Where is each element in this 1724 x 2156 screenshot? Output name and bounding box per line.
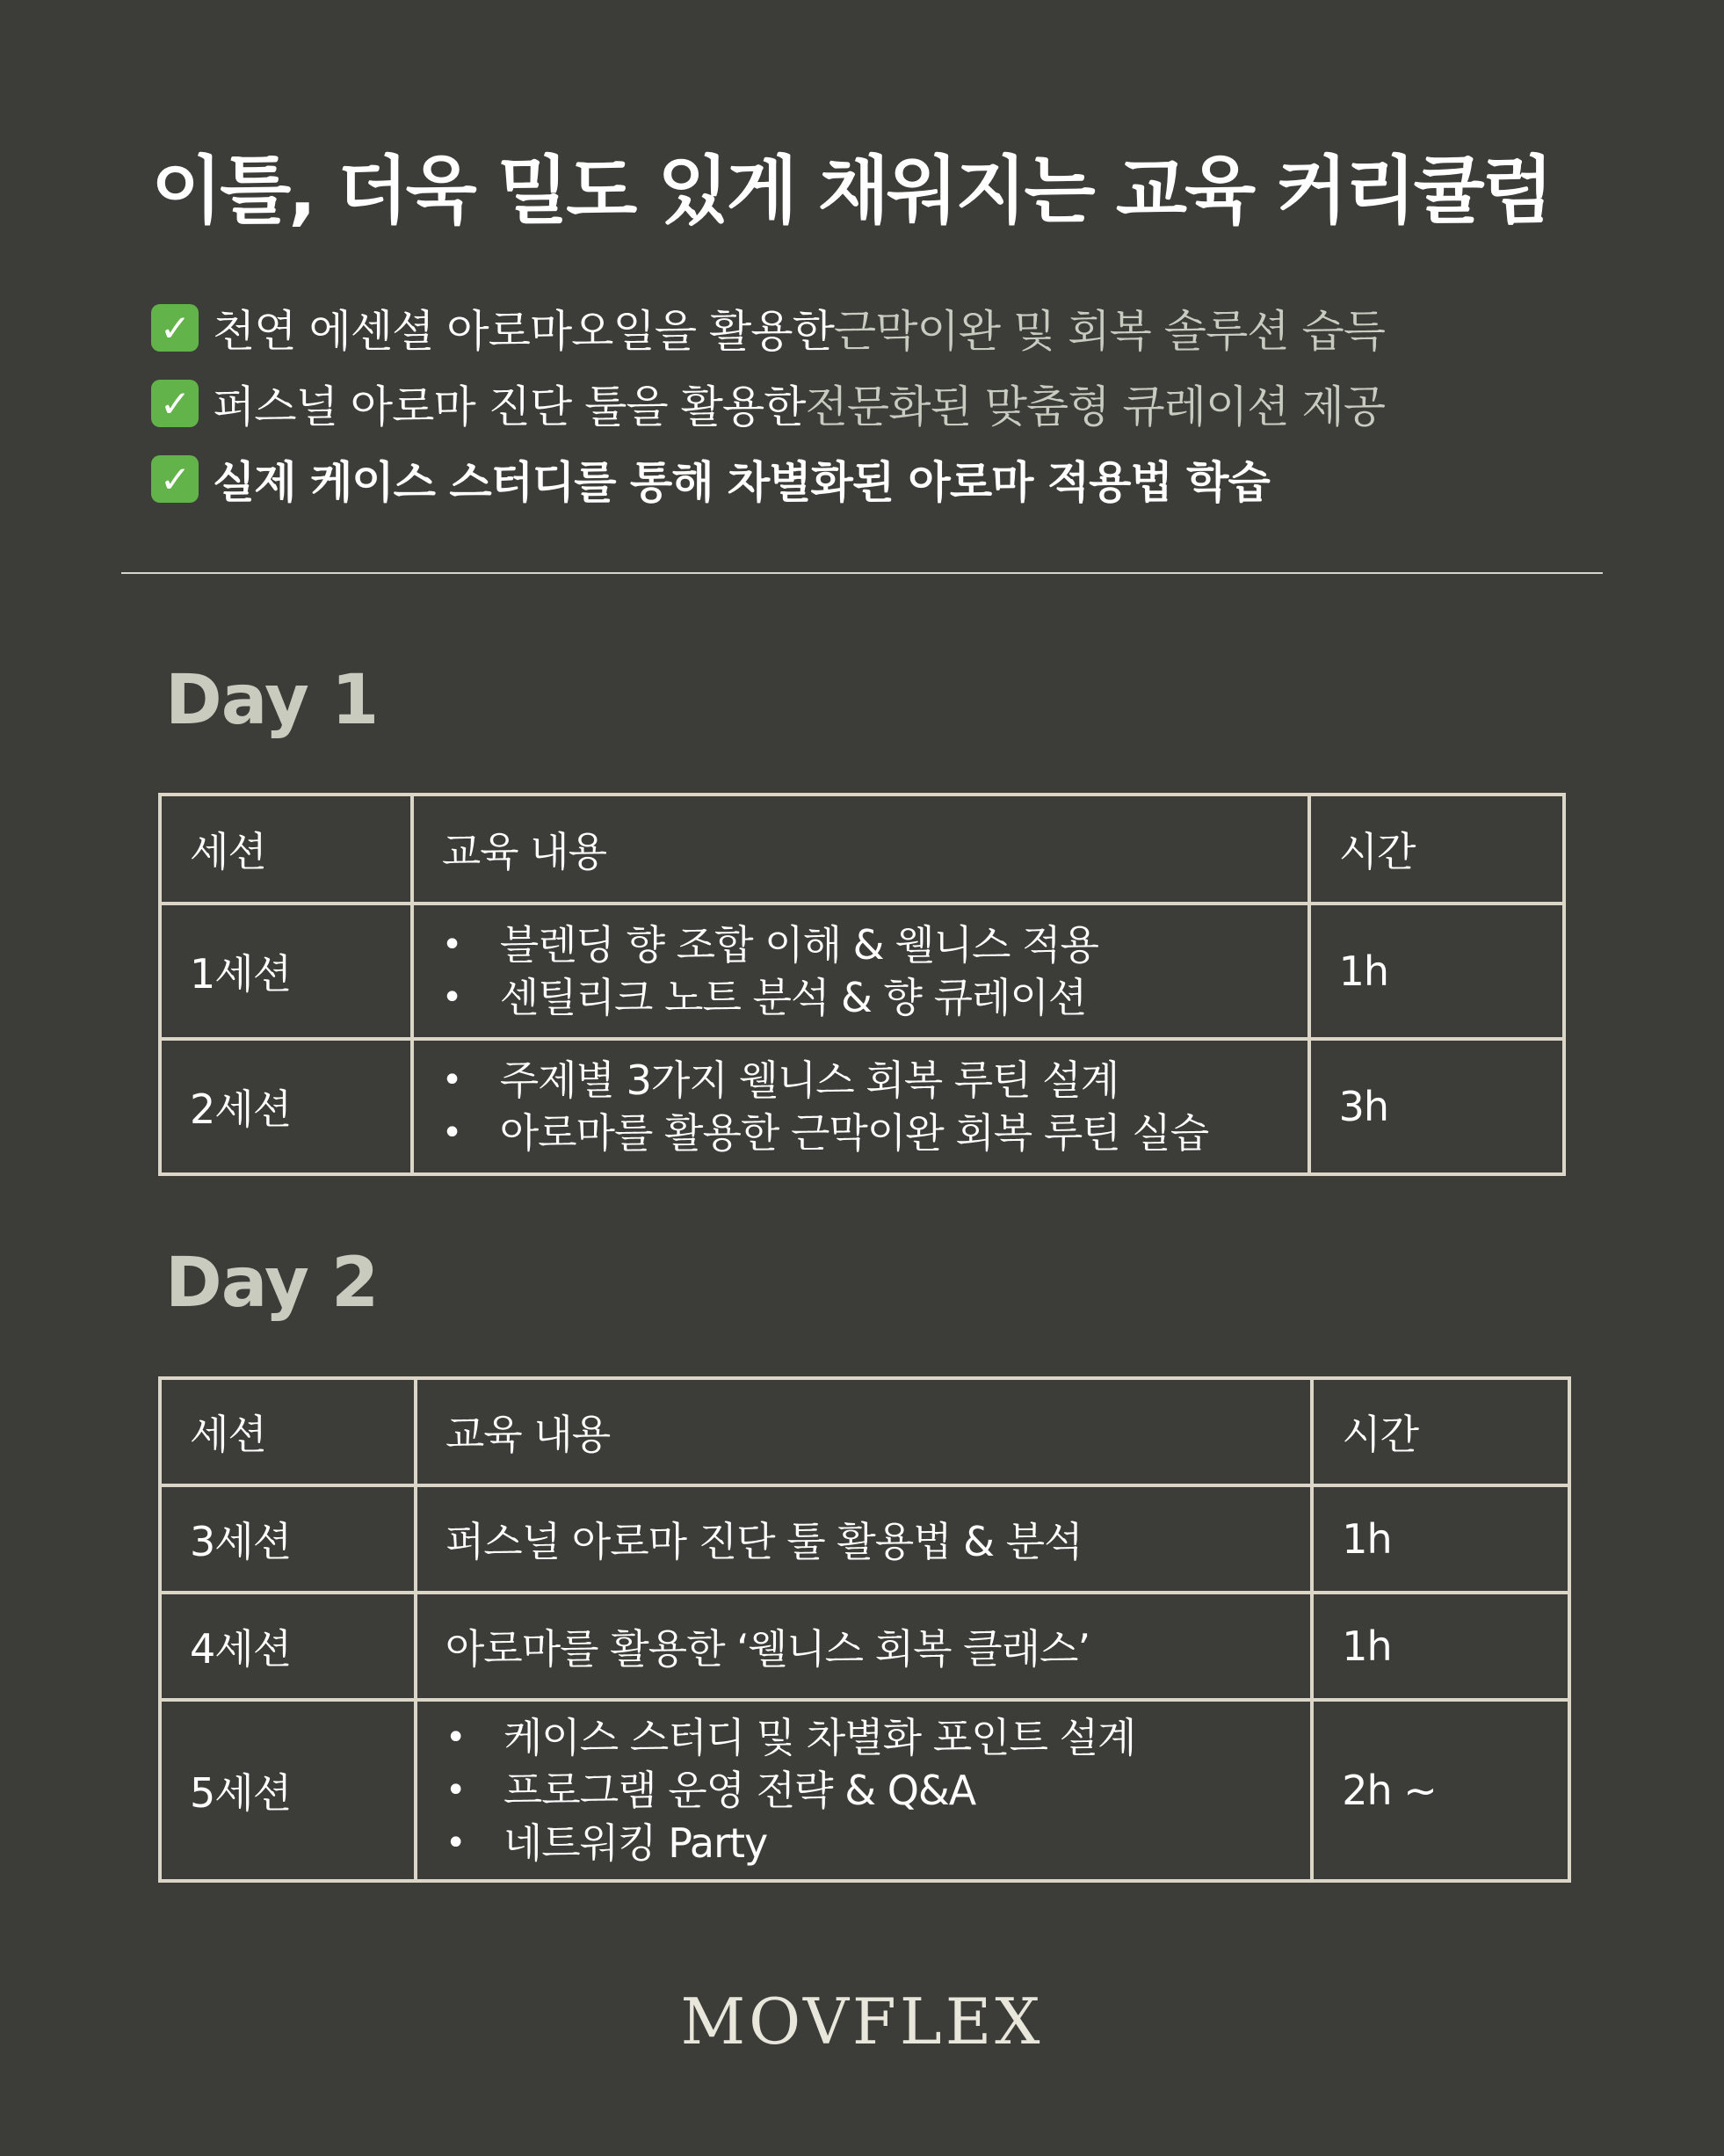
list-item: • 아로마를 활용한 근막이완 회복 루틴 실습 [442, 1107, 1307, 1159]
list-item: • 블렌딩 향 조합 이해 & 웰니스 적용 [442, 918, 1307, 971]
highlight-text: 천연 에센셜 아로마오일을 활용한 [213, 306, 834, 357]
content-cell: 퍼스널 아로마 진단 툴 활용법 & 분석 [416, 1485, 1312, 1593]
content-cell: 아로마를 활용한 ‘웰니스 회복 클래스’ [416, 1593, 1312, 1700]
highlight-list [151, 290, 1385, 517]
brand-logo: MOVFLEX [680, 1985, 1044, 2058]
time-cell: 3h [1309, 1039, 1564, 1174]
table-row [160, 1593, 1569, 1700]
time-cell: 1h [1312, 1593, 1569, 1700]
content-list [442, 1054, 1307, 1159]
table-row [160, 1700, 1569, 1881]
list-item: • 주제별 3가지 웰니스 회복 루틴 설계 [442, 1054, 1307, 1107]
day-2-schedule-table [158, 1376, 1571, 1883]
table-row [160, 904, 1564, 1039]
list-item: • 케이스 스터디 및 차별화 포인트 설계 [445, 1711, 1310, 1764]
content-cell [412, 1039, 1309, 1174]
highlight-text: 퍼스널 아로마 진단 툴을 활용한 [213, 381, 806, 432]
table-row [160, 1485, 1569, 1593]
time-cell: 1h [1309, 904, 1564, 1039]
table-row [160, 1039, 1564, 1174]
list-item: • 프로그램 운영 전략 & Q&A [445, 1764, 1310, 1817]
highlight-emphasis: 근막이완 및 회복 솔루션 습득 [833, 306, 1386, 357]
highlight-item [151, 366, 1385, 441]
check-mark-button-icon: ✓ [151, 380, 199, 427]
header-time: 시간 [1309, 795, 1564, 904]
header-session: 세션 [160, 1378, 416, 1485]
list-item: • 센틸리크 노트 분석 & 향 큐레이션 [442, 971, 1307, 1024]
day-1-heading: Day 1 [165, 661, 379, 740]
table-header-row [160, 1378, 1569, 1485]
header-time: 시간 [1312, 1378, 1569, 1485]
list-item: • 네트워킹 Party [445, 1817, 1310, 1869]
content-list [445, 1711, 1310, 1869]
content-cell [412, 904, 1309, 1039]
content-cell [416, 1700, 1312, 1881]
highlight-item [151, 441, 1385, 517]
header-content: 교육 내용 [412, 795, 1309, 904]
check-mark-button-icon: ✓ [151, 304, 199, 352]
day-2-heading: Day 2 [165, 1244, 379, 1323]
header-session: 세션 [160, 795, 412, 904]
session-cell: 2세션 [160, 1039, 412, 1174]
content-list [442, 918, 1307, 1024]
session-cell: 3세션 [160, 1485, 416, 1593]
highlight-emphasis: 전문화된 맞춤형 큐레이션 제공 [805, 381, 1386, 432]
session-cell: 5세션 [160, 1700, 416, 1881]
session-cell: 1세션 [160, 904, 412, 1039]
check-mark-button-icon: ✓ [151, 455, 199, 503]
page-title: 이틀, 더욱 밀도 있게 채워지는 교육 커리큘럼 [151, 148, 1551, 234]
time-cell: 1h [1312, 1485, 1569, 1593]
table-header-row [160, 795, 1564, 904]
highlight-item [151, 290, 1385, 366]
section-divider [121, 572, 1603, 574]
time-cell: 2h ~ [1312, 1700, 1569, 1881]
header-content: 교육 내용 [416, 1378, 1312, 1485]
session-cell: 4세션 [160, 1593, 416, 1700]
highlight-text: 실제 케이스 스터디를 통해 차별화된 아로마 적용법 학습 [213, 457, 1270, 508]
day-1-schedule-table [158, 793, 1566, 1176]
